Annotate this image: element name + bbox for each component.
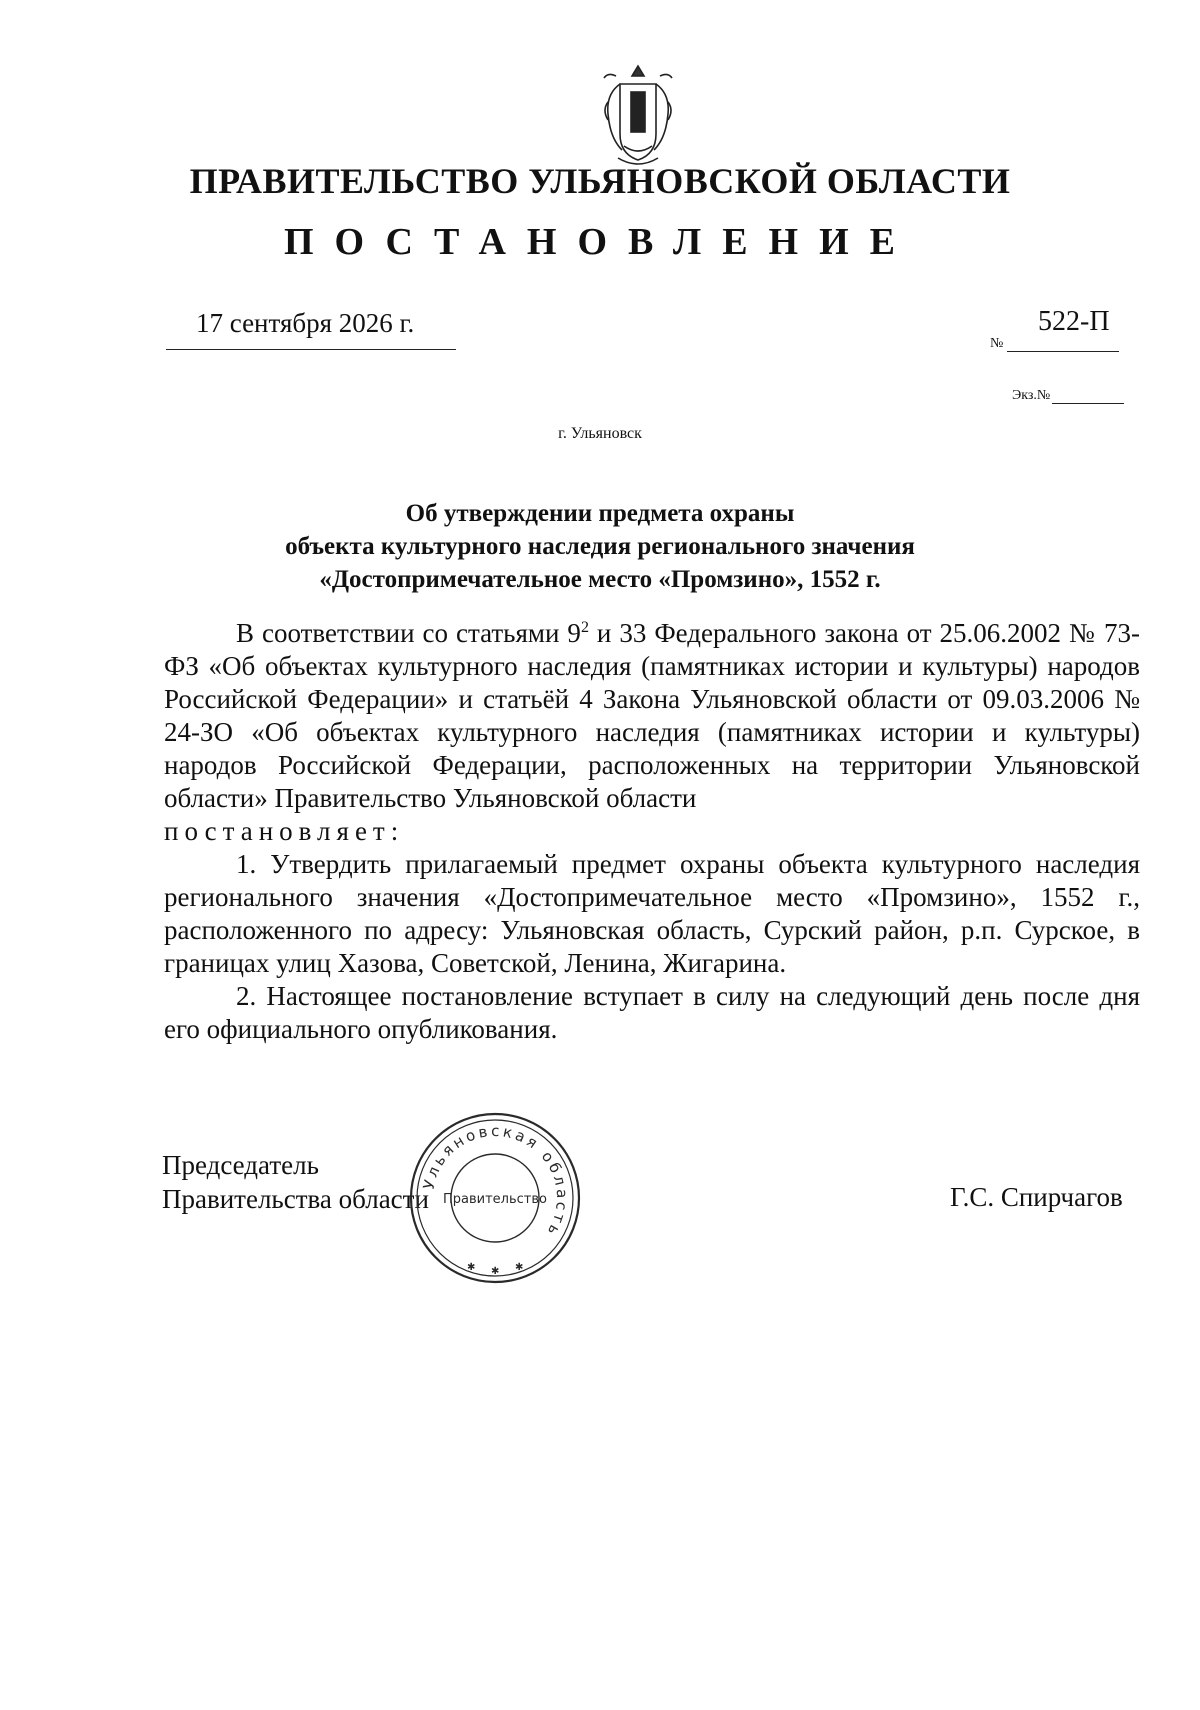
official-seal-stamp	[405, 1108, 585, 1288]
date-field	[166, 308, 456, 350]
item-2: 2. Настоящее постановление вступает в силу на следующий день после дня его официального опубликования.	[164, 981, 1140, 1044]
seal-star-icons	[467, 1262, 523, 1277]
number-field	[990, 306, 1140, 352]
number-label: №	[990, 336, 1004, 351]
seal-center-text: Правительство	[443, 1192, 547, 1207]
preamble-paragraph	[164, 617, 1140, 815]
copy-number-label: Экз.№	[1012, 388, 1051, 403]
decree-paragraph	[164, 815, 1140, 848]
item-1: 1. Утвердить прилагаемый предмет охраны объекта культурного наследия регионального значения «Достопримечательное место «Промзино», 1552 г., расположенного по адресу: Ульяновская область, Сурский район, р.п. Сурское, в границах улиц Хазова, Советской, Ленина, Жигарина.	[164, 849, 1140, 978]
document-title	[200, 497, 1000, 596]
copy-number-underline	[1052, 399, 1124, 404]
signatory-name: Г.С. Спирчагов	[950, 1182, 1123, 1212]
government-name: ПРАВИТЕЛЬСТВО УЛЬЯНОВСКОЙ ОБЛАСТИ	[189, 161, 1011, 201]
svg-text:✱: ✱	[515, 1262, 524, 1273]
coat-of-arms-icon	[598, 62, 678, 172]
document-type: ПОСТАНОВЛЕНИЕ	[283, 221, 917, 263]
article-superscript: 2	[580, 619, 589, 636]
title-line-3: «Достопримечательное место «Промзино», 1552 г.	[319, 566, 881, 593]
number-underline	[1007, 347, 1119, 352]
city: г. Ульяновск	[558, 425, 642, 442]
preamble-rest: и 33 Федерального закона от 25.06.2002 № 73-ФЗ «Об объектах культурного наследия (памятниках истории и культуры) народов Российской Федерации» и статьёй 4 Закона Ульяновской области от 09.03.2006 № 24-ЗО «Об объектах культурного наследия (памятниках истории и культуры) народов Российской Федерации, расположенных на территории Ульяновской области» Правительство Ульяновской области	[164, 618, 1140, 813]
document-date: 17 сентября 2026 г.	[196, 308, 415, 338]
position-line-1: Председатель	[162, 1150, 319, 1180]
title-line-1: Об утверждении предмета охраны	[405, 500, 795, 527]
document-body	[164, 617, 1140, 1046]
svg-text:✱: ✱	[491, 1266, 500, 1277]
title-line-2: объекта культурного наследия регионального значения	[285, 533, 915, 560]
svg-text:✱: ✱	[467, 1262, 476, 1273]
decree-word: постановляет:	[164, 816, 405, 846]
seal-ring-text: Ульяновская область	[419, 1121, 572, 1241]
copy-number-field	[1012, 388, 1124, 404]
preamble-start: В соответствии со статьями 9	[236, 618, 581, 648]
position-line-2: Правительства области	[162, 1184, 429, 1214]
date-underline	[166, 349, 456, 350]
signatory-position	[162, 1148, 429, 1216]
document-number: 522-П	[1038, 306, 1110, 337]
